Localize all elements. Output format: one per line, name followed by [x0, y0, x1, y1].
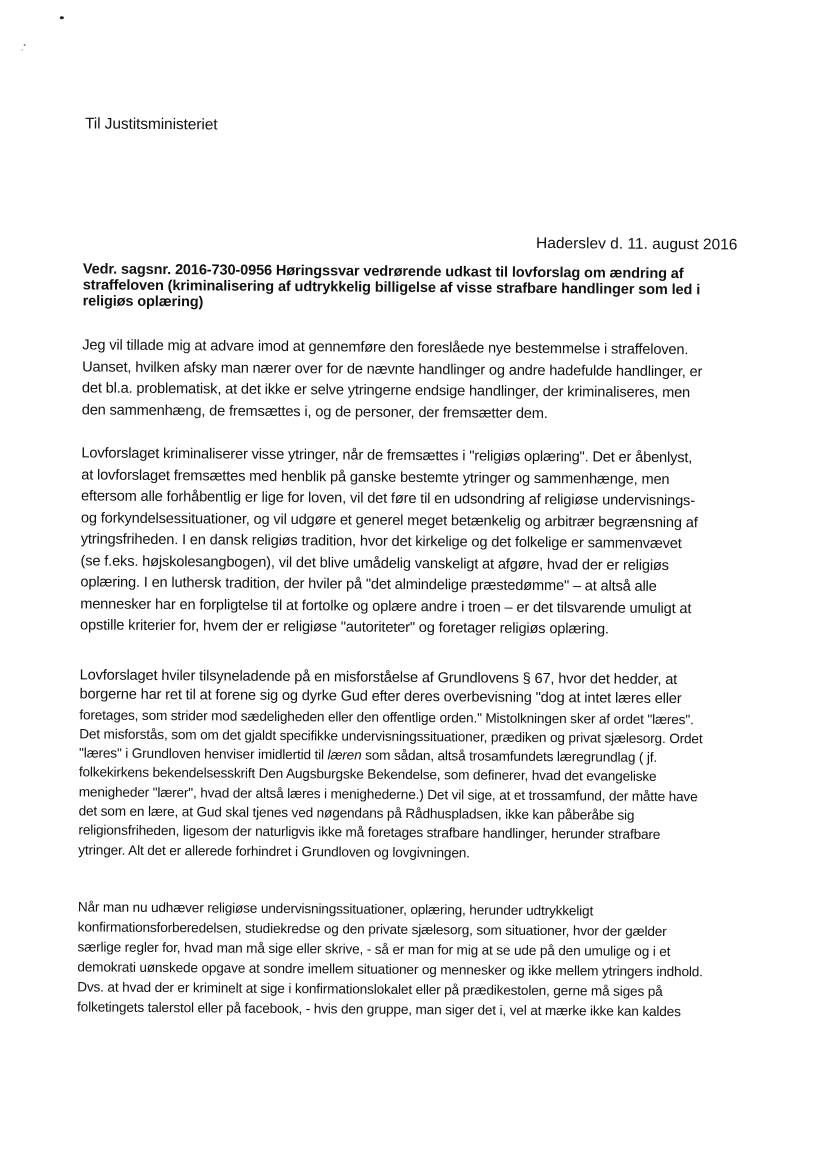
text-line: mennesker har en forpligtelse til at fortolke og oplære andre i troen – er det tilsvarende umuligt at — [80, 595, 692, 617]
text-segment: "læres" i Grundloven henviser imidlertid til — [79, 745, 328, 763]
text-line: Jeg vil tillade mig at advare imod at gennemføre den foreslåede nye bestemmelse i straffeloven. — [82, 337, 689, 359]
text-line: og forkyndelsessituationer, og vil udgøre et generel meget betænkelig og arbitrær begrænsning af — [80, 509, 698, 531]
text-line: Uanset, hvilken afsky man nærer over for de nævnte handlinger og andre hadefulde handlinger, er — [82, 358, 703, 380]
emphasis-laeren: læren — [327, 747, 362, 763]
text-line: eftersom alle forhåbentlig er lige for loven, vil det føre til en udsondring af religiøse undervisnings- — [81, 488, 696, 510]
paragraph-2 — [80, 443, 781, 642]
subject-line: straffeloven (kriminalisering af udtrykkelig billigelse af visse strafbare handlinger som led i — [82, 277, 701, 299]
text-line: ytringsfriheden. I en dansk religiøs tradition, hvor det kirkelige og det folkelige er sammenvævet — [80, 531, 682, 553]
text-line: ytringer. Alt det er allerede forhindret i Grundloven og lovgivningen. — [78, 842, 470, 861]
text-line: (se f.eks. højskolesangbogen), vil det blive umådelig vanskeligt at afgøre, hvad der er religiøs — [80, 552, 669, 574]
text-line: særlige regler for, hvad man må sige eller skrive, - så er man for mig at se ude på den umulige og i et — [77, 939, 671, 960]
text-line: opstille kriterier for, hvem der er religiøse "autoriteter" og foretager religiøs oplæring. — [80, 617, 609, 638]
text-line: borgerne har ret til at forene sig og dyrke Gud efter deres overbevisning "dog at intet læres eller — [79, 686, 682, 708]
subject-line: Vedr. sagsnr. 2016-730-0956 Høringssvar vedrørende udkast til lovforslag om ændring af — [82, 261, 684, 283]
text-line: Det misforstås, som om det gjaldt specifikke undervisningssituationer, prædiken og privat sjælesorg. Ordet — [79, 726, 703, 747]
text-segment: som sådan, altså trosamfundets læregrundlag ( jf. — [361, 747, 658, 766]
paragraph-4 — [77, 897, 778, 1022]
recipient-line: Til Justitsministeriet — [84, 115, 218, 134]
text-line: at lovforslaget fremsættes med henblik på ganske bestemte ytringer og sammenhænge, men — [81, 466, 670, 488]
text-line: foretages, som strider mod sædeligheden eller den offentlige orden." Mistolkningen sker af ordet "læres". — [79, 706, 694, 727]
date-line: Haderslev d. 11. august 2016 — [536, 234, 738, 254]
text-line: menigheder "lærer", hvad der altså læres i menighederne.) Det vil sige, at et trossamfund, der måtte have — [78, 784, 698, 805]
subject-line: religiøs oplæring) — [82, 293, 204, 311]
paragraph-3 — [78, 666, 779, 864]
scan-speck — [60, 16, 64, 19]
text-line: Lovforslaget kriminaliserer visse ytringer, når de fremsættes i "religiøs oplæring". Det er åbenlyst, — [81, 445, 693, 467]
scan-speck — [22, 49, 23, 51]
text-line: Når man nu udhæver religiøse undervisningssituationer, oplæring, herunder udtrykkeligt — [77, 899, 594, 919]
text-line: det bl.a. problematisk, at det ikke er selve ytringerne endsige handlinger, der kriminaliseres, men — [81, 380, 691, 402]
subject-heading — [83, 261, 773, 314]
text-line: demokrati uønskede opgave at sondre imellem situationer og mennesker og ikke mellem ytringers indhold. — [77, 959, 703, 980]
text-line: den sammenhæng, de fremsættes i, og de personer, der fremsætter dem. — [81, 401, 548, 422]
text-line: Dvs. at hvad der er kriminelt at sige i konfirmationslokalet eller på prædikestolen, gerne må siges på — [77, 979, 663, 999]
text-line: folketingets talerstol eller på facebook, - hvis den gruppe, man siger det i, vel at mærke ikke kan kaldes — [77, 999, 681, 1020]
paragraph-1 — [82, 335, 783, 426]
text-line: Lovforslaget hviler tilsyneladende på en misforståelse af Grundlovens § 67, hvor det hedder, at — [79, 667, 678, 689]
text-line: det som en lære, at Gud skal tjenes ved nøgendans på Rådhuspladsen, ikke kan påberåbe sig — [78, 803, 635, 823]
text-line: folkekirkens bekendelsesskrift Den Augsburgske Bekendelse, som definerer, hvad det evangeliske — [78, 764, 657, 785]
text-line: konfirmationsforberedelsen, studiekredse og den private sjælesorg, som situationer, hvor der gælder — [77, 919, 667, 940]
text-line: religionsfriheden, ligesom der naturligvis ikke må foretages strafbare handlinger, herunder strafbare — [78, 822, 661, 843]
scan-speck — [24, 44, 26, 46]
text-line: oplæring. I en luthersk tradition, der hviler på "det almindelige præstedømme" – at altså alle — [80, 574, 657, 595]
